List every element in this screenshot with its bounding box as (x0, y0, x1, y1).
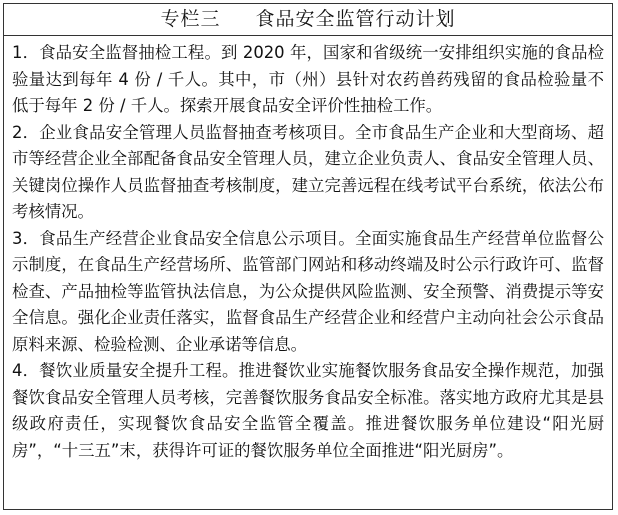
info-box (3, 3, 613, 510)
box-title: 食品安全监管行动计划 (255, 8, 456, 30)
box-content (4, 36, 612, 464)
box-label: 专栏三 (160, 8, 221, 30)
box-header (4, 4, 612, 36)
list-item: 4．餐饮业质量安全提升工程。推进餐饮业实施餐饮服务食品安全操作规范，加强餐饮食品安全管理人员考核，完善餐饮服务食品安全标准。落实地方政府尤其是县级政府责任，实现餐饮食品安全监管全覆盖。推进餐饮服务单位建设“阳光厨房”，“十三五”末，获得许可证的餐饮服务单位全面推进“阳光厨房”。 (12, 361, 604, 460)
list-item: 1．食品安全监督抽检工程。到 2020 年，国家和省级统一安排组织实施的食品检验量达到每年 4 份 / 千人。其中，市（州）县针对农药兽药残留的食品检验量不低于每年 2 份 / 千人。探索开展食品安全评价性抽检工作。 (12, 43, 604, 115)
list-item: 2．企业食品安全管理人员监督抽查考核项目。全市食品生产企业和大型商场、超市等经营企业全部配备食品安全管理人员，建立企业负责人、食品安全管理人员、关键岗位操作人员监督抽查考核制度，建立完善远程在线考试平台系统，依法公布考核情况。 (12, 122, 604, 221)
list-item: 3．食品生产经营企业食品安全信息公示项目。全面实施食品生产经营单位监督公示制度，在食品生产经营场所、监管部门网站和移动终端及时公示行政许可、监督检查、产品抽检等监管执法信息，为公众提供风险监测、安全预警、消费提示等安全信息。强化企业责任落实，监督食品生产经营企业和经营户主动向社会公示食品原料来源、检验检测、企业承诺等信息。 (12, 228, 604, 354)
